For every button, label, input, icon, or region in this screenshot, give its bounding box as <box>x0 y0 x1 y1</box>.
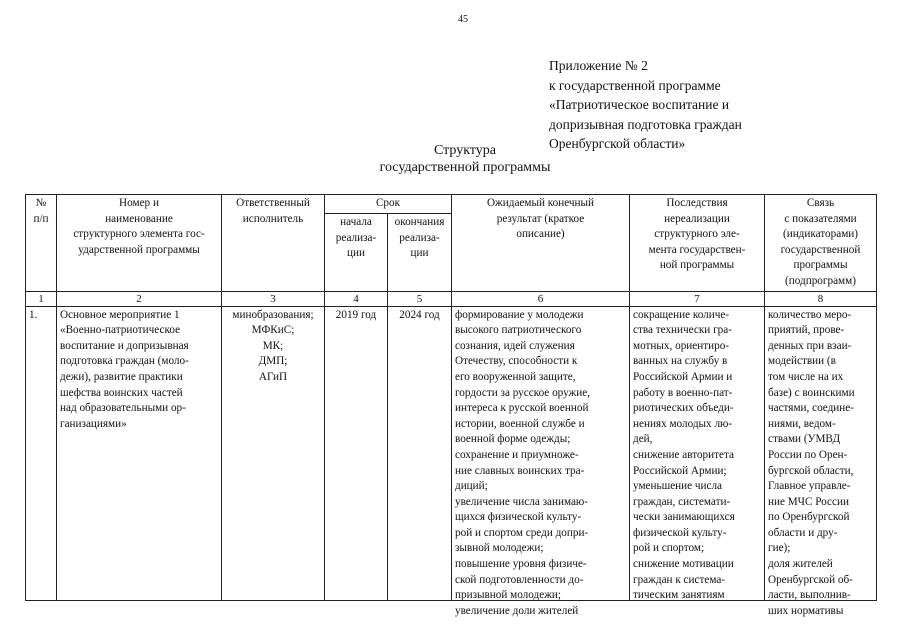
text-line: высокого патриотического <box>455 324 582 337</box>
column-number: 7 <box>630 291 765 306</box>
text-line: рой и спортом среди допри- <box>455 526 589 539</box>
text-line: реализа- <box>399 231 440 244</box>
text-line: частями, соедине- <box>768 402 854 415</box>
appendix-caption <box>549 56 742 154</box>
consequences <box>633 308 761 602</box>
text-line: снижение авторитета <box>633 448 734 461</box>
text-line: реализа- <box>335 231 377 244</box>
text-line: ние славных воинских тра- <box>455 464 585 477</box>
text-line: ной программы <box>659 259 735 272</box>
text-line: АГиП <box>258 370 288 383</box>
executors <box>225 308 321 596</box>
title-line-1: Структура <box>433 143 497 158</box>
text-line: ласти, выполнив- <box>768 589 851 602</box>
text-line: над образовательными ор- <box>60 402 186 415</box>
text-line: граждан к система- <box>633 573 726 586</box>
text-line: сознания, идей служения <box>455 339 575 352</box>
text-line: ства технически гра- <box>633 324 732 337</box>
text-line: ствами (УМВД <box>768 433 841 446</box>
text-line: приятий, прове- <box>768 324 845 337</box>
text-line: исполнитель <box>242 212 304 225</box>
text-line: гордости за русское оружие, <box>455 386 591 399</box>
text-line: ших нормативы <box>768 604 844 617</box>
header-result <box>452 195 630 292</box>
column-number: 6 <box>452 291 630 306</box>
text-line: Оренбургской об- <box>768 573 853 586</box>
text-line: работу в военно-пат- <box>633 386 733 399</box>
header-end <box>388 214 452 291</box>
text-line: ции <box>410 247 429 260</box>
appendix-line: Приложение № 2 <box>549 58 648 73</box>
text-line: (подпрограмм) <box>785 274 856 287</box>
text-line: нереализации <box>664 212 730 225</box>
text-line: шефства воинских частей <box>60 386 183 399</box>
text-line: том числе на их <box>768 370 844 383</box>
end-year: 2024 год <box>388 306 452 600</box>
text-line: гие); <box>768 542 791 555</box>
text-line: призывной молодежи; <box>455 589 562 602</box>
column-number: 3 <box>222 291 325 306</box>
text-line: результат (краткое <box>496 212 585 225</box>
column-number: 4 <box>325 291 388 306</box>
text-line: области и дру- <box>768 526 838 539</box>
text-line: Российской Армии и <box>633 370 733 383</box>
text-line: Главное управле- <box>768 480 851 493</box>
appendix-line: Оренбургской области» <box>549 136 686 151</box>
text-line: чески занимающихся <box>633 511 735 524</box>
structure-table <box>25 194 877 617</box>
text-line: № <box>35 197 47 209</box>
text-line: нениях молодых лю- <box>633 417 733 430</box>
text-line: Основное мероприятие 1 <box>60 308 180 321</box>
text-line: программы <box>793 259 848 272</box>
header-start <box>325 214 388 291</box>
text-line: истории, военной службе и <box>455 417 585 430</box>
text-line: его вооруженной защите, <box>455 370 576 383</box>
document-title <box>300 142 630 176</box>
text-line: ударственной программы <box>78 243 200 256</box>
text-line: с показателями <box>784 212 857 225</box>
text-line: ние МЧС России <box>768 495 849 508</box>
header-executor <box>222 195 325 292</box>
text-line: минобразования; <box>232 308 314 321</box>
text-line: бургской области, <box>768 464 854 477</box>
text-line: структурного эле- <box>654 228 740 241</box>
text-line: сокращение количе- <box>633 308 730 321</box>
text-line: рой и спортом; <box>633 542 705 555</box>
text-line: окончания <box>394 216 445 229</box>
appendix-line: допризывная подготовка граждан <box>549 116 742 132</box>
text-line: п/п <box>33 212 49 225</box>
text-line: количество меро- <box>768 308 852 321</box>
text-line: мента государствен- <box>648 243 746 256</box>
text-line: Ожидаемый конечный <box>486 197 595 209</box>
text-line: диций; <box>455 480 488 493</box>
text-line: наименование <box>105 212 173 225</box>
column-number: 2 <box>57 291 222 306</box>
text-line: структурного элемента гос- <box>73 228 205 241</box>
text-line: ганизациями» <box>60 417 127 430</box>
text-line: Связь <box>806 197 835 209</box>
element-name <box>60 308 218 596</box>
row-number: 1. <box>26 306 57 600</box>
text-line: подготовка граждан (моло- <box>60 355 189 368</box>
text-line: Номер и <box>119 197 159 209</box>
title-line-2: государственной программы <box>379 160 551 175</box>
expected-result <box>455 308 626 617</box>
text-line: риотических объеди- <box>633 402 734 415</box>
text-line: воспитание и допризывная <box>60 339 189 352</box>
text-line: по Оренбургской <box>768 511 850 524</box>
text-line: мотных, ориентиро- <box>633 339 730 352</box>
text-line: государственной <box>780 243 861 256</box>
text-line: Отечеству, способности к <box>455 355 578 368</box>
text-line: физической культу- <box>633 526 727 539</box>
header-consequences <box>630 195 765 292</box>
text-line: ДМП; <box>258 355 288 368</box>
text-line: денных при взаи- <box>768 339 852 352</box>
text-line: МК; <box>262 339 284 352</box>
text-line: увеличение доли жителей <box>455 604 579 617</box>
text-line: (индикаторами) <box>782 228 858 241</box>
text-line: зывной молодежи; <box>455 542 544 555</box>
text-line: Российской Армии; <box>633 464 727 477</box>
text-line: формирование у молодежи <box>455 308 584 321</box>
appendix-line: к государственной программе <box>549 77 721 93</box>
header-number <box>26 195 57 292</box>
text-line: ции <box>347 247 365 260</box>
appendix-line: «Патриотическое воспитание и <box>549 97 730 112</box>
text-line: интереса к русской военной <box>455 402 589 415</box>
column-number: 1 <box>26 291 57 306</box>
text-line: Последствия <box>666 197 728 209</box>
text-line: щихся физической культу- <box>455 511 582 524</box>
text-line: России по Орен- <box>768 448 848 461</box>
text-line: Ответственный <box>236 197 310 209</box>
text-line: дежи), развитие практики <box>60 370 183 383</box>
text-line: доля жителей <box>768 558 833 571</box>
header-link-indicators <box>765 195 877 292</box>
header-element-name <box>57 195 222 292</box>
start-year: 2019 год <box>325 306 388 600</box>
text-line: ниями, ведом- <box>768 417 836 430</box>
text-line: снижение мотивации <box>633 558 734 571</box>
indicator-link <box>768 308 873 617</box>
text-line: военной форме одежды; <box>455 433 571 446</box>
text-line: повышение уровня физиче- <box>455 558 587 571</box>
text-line: базе) с воинскими <box>768 386 855 399</box>
column-number: 8 <box>765 291 877 306</box>
text-line: увеличение числа занимаю- <box>455 495 589 508</box>
text-line: сохранение и приумноже- <box>455 448 579 461</box>
text-line: «Военно-патриотическое <box>60 324 181 337</box>
header-term: Срок <box>325 195 452 214</box>
text-line: МФКиС; <box>251 324 295 337</box>
text-line: начала <box>340 216 372 229</box>
text-line: ской подготовленности до- <box>455 573 584 586</box>
text-line: дей, <box>633 433 653 446</box>
text-line: тическим занятиям <box>633 589 725 602</box>
text-line: описание) <box>516 228 565 241</box>
page-number: 45 <box>458 14 468 25</box>
column-number: 5 <box>388 291 452 306</box>
table-row <box>26 306 877 600</box>
text-line: уменьшение числа <box>633 480 723 493</box>
text-line: модействии (в <box>768 355 836 368</box>
text-line: ванных на службу в <box>633 355 728 368</box>
text-line: граждан, системати- <box>633 495 731 508</box>
